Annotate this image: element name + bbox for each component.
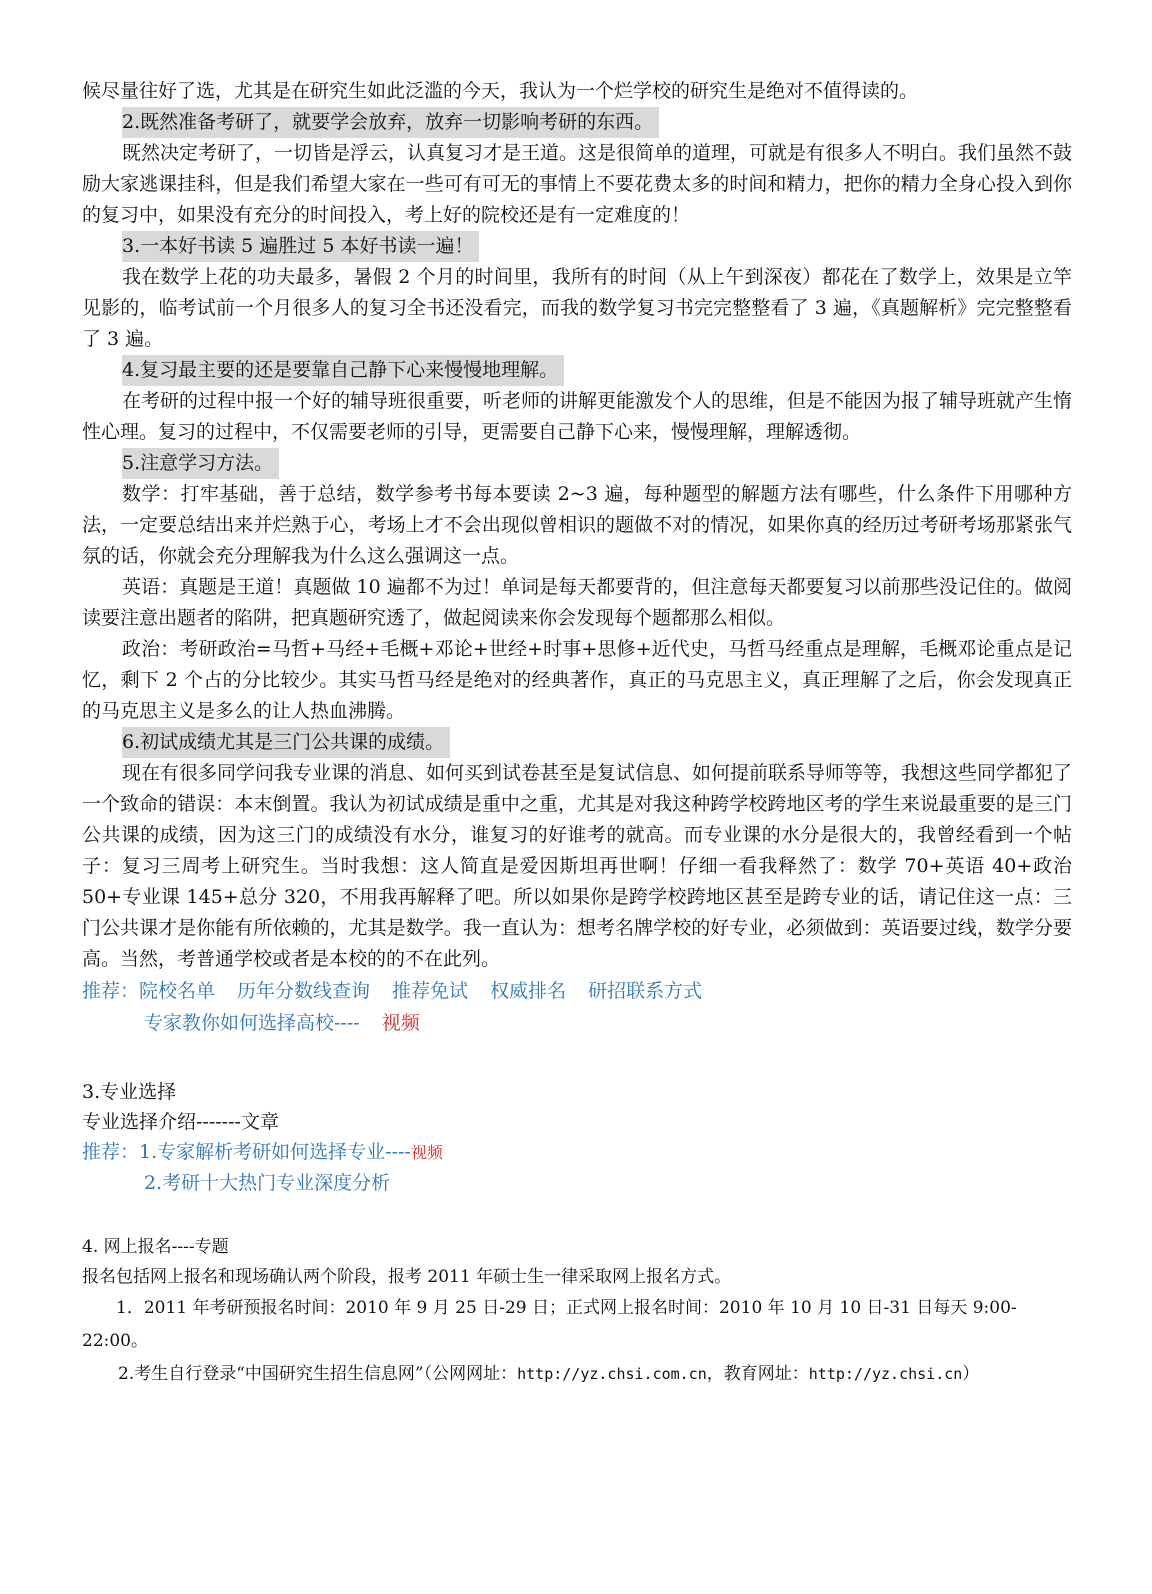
link-contacts[interactable]: 研招联系方式: [588, 980, 703, 1002]
recommend-prefix: 推荐：: [82, 980, 140, 1002]
recommend-row-1: [82, 975, 1072, 1007]
paragraph-2: 既然决定考研了，一切皆是浮云，认真复习才是王道。这是很简单的道理，可就是有很多人不明白。我们虽然不鼓励大家逃课挂科，但是我们希望大家在一些可有可无的事情上不要花费太多的时间和精力，把你的精力全身心投入到你的复习中，如果没有充分的时间投入，考上好的院校还是有一定难度的！: [82, 142, 1073, 226]
spacer: [82, 1039, 1072, 1077]
paragraph-4: 在考研的过程中报一个好的辅导班很重要，听老师的讲解更能激发个人的思维，但是不能因为报了辅导班就产生惰性心理。复习的过程中，不仅需要老师的引导，更需要自己静下心来，慢慢理解，理解透彻。: [82, 390, 1073, 443]
video-tag[interactable]: 视频: [410, 1143, 443, 1162]
section-3-recommend-2: [82, 1168, 1072, 1198]
recommend-prefix: 推荐：: [82, 1141, 140, 1163]
paragraph-6: 现在有很多同学问我专业课的消息、如何买到试卷甚至是复试信息、如何提前联系导师等等，我想这些同学都犯了一个致命的错误：本末倒置。我认为初试成绩是重中之重，尤其是对我这种跨学校跨地区考的学生来说最重要的是三门公共课的成绩，因为这三门的成绩没有水分，谁复习的好谁考的就高。而专业课的水分是很大的，我曾经看到一个帖子：复习三周考上研究生。当时我想：这人简直是爱因斯坦再世啊！仔细一看我释然了：数学 70+英语 40+政治 50+专业课 145+总分 320，不用我再解释了吧。所以如果你是跨学校跨地区甚至是跨专业的话，请记住这一点：三门公共课才是你能有所依赖的，尤其是数学。我一直认为：想考名牌学校的好专业，必须做到：英语要过线，数学分要高。当然，考普通学校或者是本校的的不在此列。: [82, 762, 1073, 970]
edu-url[interactable]: http://yz.chsi.cn: [808, 1365, 963, 1383]
heading-2: [82, 107, 1072, 138]
heading-5-text: 5.注意学习方法。: [122, 448, 279, 479]
paragraph-english: 英语：真题是王道！真题做 10 遍都不为过！单词是每天都要背的，但注意每天都要复习以前那些没记住的。做阅读要注意出题者的陷阱，把真题研究透了，做起阅读来你会发现每个题都那么相似。: [82, 576, 1072, 629]
link-expert-school-choice[interactable]: 专家教你如何选择高校----: [144, 1012, 360, 1034]
section-4-para-2: 1．2011 年考研预报名时间：2010 年 9 月 25 日-29 日；正式网上报名时间：2010 年 10 月 10 日-31 日每天 9:00-22:00。: [82, 1298, 1017, 1351]
link-exemption[interactable]: 推荐免试: [392, 980, 469, 1002]
link-expert-major-choice[interactable]: 1.专家解析考研如何选择专业----: [139, 1141, 411, 1163]
spacer: [82, 1198, 1072, 1232]
video-tag[interactable]: 视频: [381, 1012, 420, 1034]
paragraph-intro-tail: 候尽量往好了选，尤其是在研究生如此泛滥的今天，我认为一个烂学校的研究生是绝对不值得读的。: [82, 80, 919, 102]
heading-6: [82, 727, 1072, 758]
recommend-row-2: [82, 1007, 1072, 1039]
heading-3: [82, 231, 1072, 262]
heading-4: [82, 355, 1072, 386]
link-hot-majors[interactable]: 2.考研十大热门专业深度分析: [144, 1172, 391, 1194]
link-school-list[interactable]: 院校名单: [139, 980, 216, 1002]
section-4-para-3: [82, 1358, 1072, 1390]
heading-4-text: 4.复习最主要的还是要靠自己静下心来慢慢地理解。: [122, 355, 564, 386]
heading-5: [82, 448, 1072, 479]
section-3-title: 3.专业选择: [82, 1081, 177, 1103]
para-3-suffix: ）: [962, 1364, 980, 1384]
paragraph-3: 我在数学上花的功夫最多，暑假 2 个月的时间里，我所有的时间（从上午到深夜）都花在了数学上，效果是立竿见影的，临考试前一个月很多人的复习全书还没看完，而我的数学复习书完完整整看了 3 遍，《真题解析》完完整整看了 3 遍。: [82, 266, 1072, 350]
paragraph-math: 数学：打牢基础，善于总结，数学参考书每本要读 2~3 遍，每种题型的解题方法有哪些，什么条件下用哪种方法，一定要总结出来并烂熟于心，考场上才不会出现似曾相识的题做不对的情况，如果你真的经历过考研考场那紧张气氛的话，你就会充分理解我为什么这么强调这一点。: [82, 483, 1072, 567]
heading-3-text: 3.一本好书读 5 遍胜过 5 本好书读一遍！: [122, 231, 479, 262]
public-url[interactable]: http://yz.chsi.com.cn: [517, 1365, 707, 1383]
document-page: [82, 76, 1072, 1390]
link-score-lines[interactable]: 历年分数线查询: [237, 980, 371, 1002]
section-4-title: 4. 网上报名----专题: [82, 1237, 229, 1257]
link-ranking[interactable]: 权威排名: [490, 980, 567, 1002]
paragraph-politics: 政治：考研政治=马哲+马经+毛概+邓论+世经+时事+思修+近代史，马哲马经重点是理解，毛概邓论重点是记忆，剩下 2 个占的分比较少。其实马哲马经是绝对的经典著作，真正的马克思主义，真正理解了之后，你会发现真正的马克思主义是多么的让人热血沸腾。: [82, 638, 1072, 722]
heading-6-text: 6.初试成绩尤其是三门公共课的成绩。: [122, 727, 450, 758]
section-3-intro[interactable]: 专业选择介绍-------文章: [82, 1111, 279, 1133]
para-3-mid: ，教育网址：: [706, 1364, 809, 1384]
para-3-prefix: 2.考生自行登录“中国研究生招生信息网”（公网网址：: [118, 1364, 518, 1384]
heading-2-text: 2.既然准备考研了，就要学会放弃，放弃一切影响考研的东西。: [122, 107, 659, 138]
section-4-para-1: 报名包括网上报名和现场确认两个阶段，报考 2011 年硕士生一律采取网上报名方式。: [82, 1267, 732, 1287]
section-3-recommend-1: [82, 1137, 1072, 1168]
